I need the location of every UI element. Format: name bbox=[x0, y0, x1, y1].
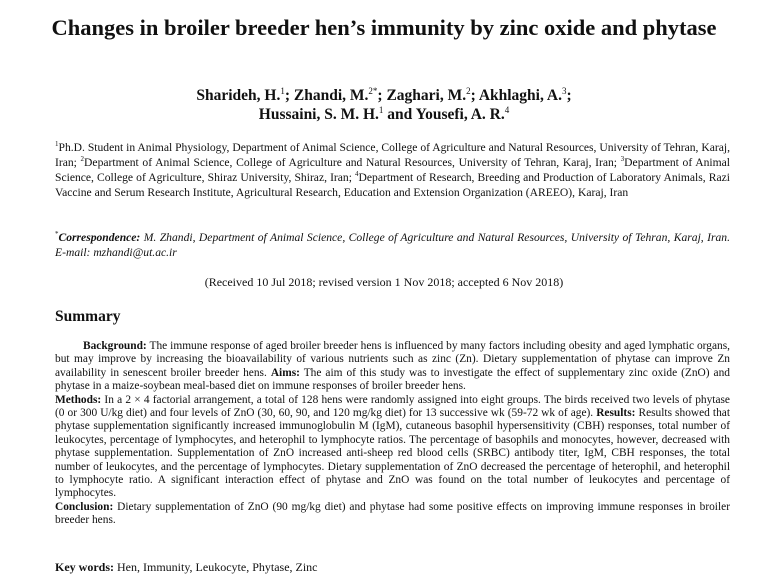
author-separator: ; bbox=[470, 87, 479, 104]
author-affiliation-mark: 2* bbox=[368, 85, 378, 96]
author-separator: ; bbox=[566, 87, 572, 104]
affiliation-mark: 4 bbox=[355, 170, 359, 179]
author-separator: ; bbox=[377, 87, 387, 104]
author-separator: ; bbox=[284, 87, 294, 104]
author-affiliation-mark: 1 bbox=[280, 85, 285, 96]
summary-body bbox=[55, 340, 730, 528]
affiliation-mark: 1 bbox=[55, 140, 59, 149]
aims-text: The aim of this study was to investigate the effect of supplementary zinc oxide (ZnO) and phytase in a maize-soybean meal-based diet on immune responses of broiler breeder hens. bbox=[55, 366, 730, 393]
results-label: Results: bbox=[596, 407, 636, 420]
author-name: Zhandi, M. bbox=[293, 87, 369, 104]
affiliation-text: Department of Research, Breeding and Production of Laboratory Animals, Razi Vaccine and Serum Research Institute, Agricultural Research, Education and Extension Organization (AREEO), Karaj, Iran bbox=[55, 171, 730, 199]
keywords bbox=[55, 560, 730, 575]
conclusion-text: Dietary supplementation of ZnO (90 mg/kg diet) and phytase had some positive effects on improving immune responses in broiler breeder hens. bbox=[55, 500, 730, 527]
received-dates: (Received 10 Jul 2018; revised version 1 Nov 2018; accepted 6 Nov 2018) bbox=[204, 275, 564, 289]
author-affiliation-mark: 3 bbox=[561, 85, 567, 96]
background-text: The immune response of aged broiler breeder hens is influenced by many factors including obesity and aged lymphatic organs, but may improve by increasing the bioavailability of various nutrients such as zinc (Zn). Dietary supplementation of phytase can improve Zn availability in senescent broiler breeder hens. bbox=[55, 340, 730, 379]
correspondence-mark: * bbox=[55, 230, 59, 239]
keywords-text: Hen, Immunity, Leukocyte, Phytase, Zinc bbox=[114, 560, 318, 574]
methods-text: In a 2 × 4 factorial arrangement, a total of 128 hens were randomly assigned into eight groups. The birds received two levels of phytase (0 or 300 U/kg diet) and four levels of ZnO (30, 60, 90, and 120 mg/kg diet) for 13 successive wk (59-72 wk of age). bbox=[55, 393, 730, 420]
author-name: Yousefi, A. R. bbox=[415, 106, 505, 123]
methods-paragraph bbox=[55, 394, 730, 501]
affiliation-mark: 2 bbox=[80, 155, 85, 164]
author-name: Sharideh, H. bbox=[196, 87, 281, 104]
affiliation-text: Department of Animal Science, College of Agriculture, Shiraz University, Shiraz, Iran; bbox=[55, 156, 730, 184]
affiliation-text: Department of Animal Science, College of Agriculture and Natural Resources, University of Tehran, Karaj, Iran; bbox=[84, 156, 621, 169]
author-affiliation-mark: 1 bbox=[378, 104, 384, 115]
author-affiliation-mark: 2 bbox=[466, 85, 471, 96]
author-list bbox=[60, 86, 708, 124]
affiliation-mark: 3 bbox=[620, 155, 625, 164]
author-affiliation-mark: 4 bbox=[504, 104, 510, 115]
conclusion-paragraph bbox=[55, 501, 730, 528]
aims-label: Aims: bbox=[270, 366, 300, 379]
affiliations bbox=[55, 140, 730, 200]
author-separator: and bbox=[383, 106, 416, 123]
author-name: Zaghari, M. bbox=[386, 87, 467, 104]
summary-heading: Summary bbox=[55, 308, 121, 325]
background-label: Background: bbox=[83, 340, 147, 352]
correspondence-text: M. Zhandi, Department of Animal Science, College of Agriculture and Natural Resources, University of Tehran, Karaj, Iran. E-mail: mzhandi@ut.ac.ir bbox=[55, 231, 730, 259]
paper-title: Changes in broiler breeder hen’s immunity by zinc oxide and phytase bbox=[51, 15, 717, 40]
keywords-label: Key words: bbox=[55, 560, 114, 574]
affiliation-text: Ph.D. Student in Animal Physiology, Department of Animal Science, College of Agriculture and Natural Resources, University of Tehran, Karaj, Iran; bbox=[55, 141, 730, 169]
results-text: Results showed that phytase supplementation significantly increased immunoglobulin M (IgM), cutaneous basophil hypersensitivity (CBH) responses, total number of leukocytes, percentage of lymphocytes, and heterophil to lymphocyte ratios. The percentage of basophils and monocytes, however, decreased with phytase supplementation. Supplementation of ZnO increased anti-sheep red blood cells (SRBC) antibody titer, IgM, CBH responses, the total number of leukocytes, and the percentage of lymphocytes. Dietary supplementation of ZnO decreased the percentage of heterophil, and heterophil to lymphocyte ratio. A significant interaction effect of phytase and ZnO was found on the total number of leukocytes and percentage of lymphocytes. bbox=[55, 407, 730, 500]
correspondence-label: Correspondence: bbox=[58, 231, 141, 244]
correspondence bbox=[55, 230, 730, 260]
methods-label: Methods: bbox=[55, 393, 102, 406]
author-name: Hussaini, S. M. H. bbox=[258, 106, 379, 123]
conclusion-label: Conclusion: bbox=[55, 500, 114, 513]
author-name: Akhlaghi, A. bbox=[478, 87, 562, 104]
